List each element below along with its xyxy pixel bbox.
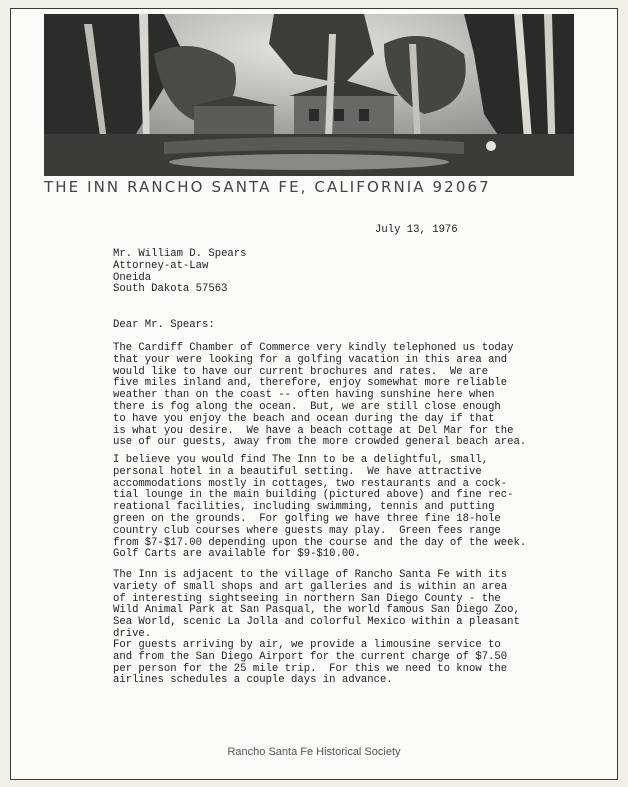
- salutation: Dear Mr. Spears:: [113, 319, 215, 331]
- text-line: of interesting sightseeing in northern San Diego County - the: [113, 592, 501, 605]
- text-line: personal hotel in a beautiful setting. We have attractive: [113, 465, 482, 478]
- text-line: Wild Animal Park at San Pasqual, the world famous San Diego Zoo,: [113, 604, 520, 617]
- text-line: and from the San Diego Airport for the current charge of $7.50: [113, 650, 508, 663]
- text-line: The Cardiff Chamber of Commerce very kindly telephoned us today: [113, 342, 514, 354]
- text-line: from $7-$17.00 depending upon the course and the day of the week.: [113, 536, 527, 549]
- text-line: use of our guests, away from the more crowded general beach area.: [113, 436, 527, 449]
- text-line: accommodations mostly in cottages, two restaurants and a cock-: [113, 477, 508, 490]
- recipient-city: Oneida: [113, 271, 152, 284]
- text-line: drive.: [113, 627, 152, 640]
- text-line: weather than on the coast -- often having sunshine here when: [113, 389, 495, 402]
- paragraph-1: [113, 343, 533, 449]
- text-line: For guests arriving by air, we provide a limousine service to: [113, 639, 501, 651]
- text-line: variety of small shops and art galleries and is within an area: [113, 580, 508, 593]
- letterhead: THE INN RANCHO SANTA FE, CALIFORNIA 92067: [44, 178, 491, 196]
- paragraph-2: [113, 455, 533, 561]
- inn-photograph: [44, 14, 574, 176]
- text-line: five miles inland and, therefore, enjoy somewhat more reliable: [113, 377, 508, 390]
- paragraph-4: [113, 640, 533, 687]
- text-line: to have you enjoy the beach and ocean during the day if that: [113, 412, 495, 425]
- letter-date: July 13, 1976: [375, 224, 458, 236]
- paragraph-3: [113, 570, 533, 641]
- text-line: per person for the 25 mile trip. For this we need to know the: [113, 662, 508, 675]
- watermark-footer: Rancho Santa Fe Historical Society: [227, 746, 401, 758]
- text-line: airlines schedules a couple days in advance.: [113, 674, 393, 687]
- text-line: The Inn is adjacent to the village of Rancho Santa Fe with its: [113, 569, 508, 581]
- text-line: Golf Carts are available for $9-$10.00.: [113, 548, 361, 561]
- text-line: would like to have our current brochures and rates. We are: [113, 365, 489, 378]
- text-line: tial lounge in the main building (pictured above) and fine rec-: [113, 489, 514, 502]
- text-line: country club courses where guests may play. Green fees range: [113, 524, 501, 537]
- text-line: Sea World, scenic La Jolla and colorful Mexico within a pleasant: [113, 616, 520, 629]
- text-line: that your were looking for a golfing vacation in this area and: [113, 353, 508, 366]
- text-line: is what you desire. We have a beach cottage at Del Mar for the: [113, 424, 514, 437]
- recipient-name: Mr. William D. Spears: [113, 248, 247, 260]
- recipient-title: Attorney-at-Law: [113, 259, 209, 272]
- recipient-address: [113, 249, 247, 296]
- text-line: I believe you would find The Inn to be a delightful, small,: [113, 454, 489, 466]
- text-line: there is fog along the ocean. But, we are still close enough: [113, 400, 501, 413]
- text-line: green on the grounds. For golfing we have three fine 18-hole: [113, 512, 501, 525]
- text-line: reational facilities, including swimming, tennis and putting: [113, 501, 495, 514]
- recipient-state: South Dakota 57563: [113, 283, 228, 296]
